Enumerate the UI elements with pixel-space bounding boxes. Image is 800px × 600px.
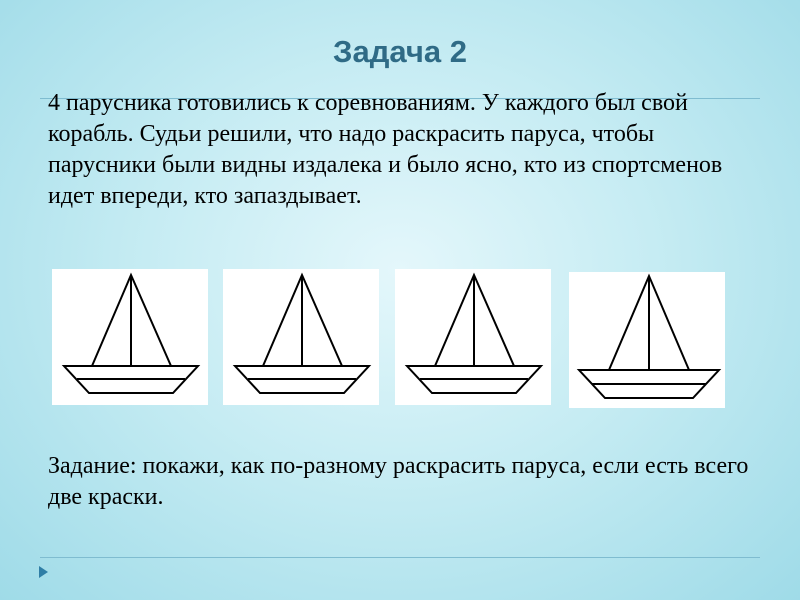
sailboat-4-icon xyxy=(569,272,725,408)
bottom-divider xyxy=(40,557,760,558)
sailboat-2[interactable] xyxy=(223,269,379,405)
sailboat-1-icon xyxy=(52,269,208,405)
sailboat-2-icon xyxy=(223,269,379,405)
problem-text: 4 парусника готовились к соревнованиям. У каждого был свой корабль. Судьи решили, что надо раскрасить паруса, чтобы парусники были видны издалека и было ясно, кто из спортсменов идет впереди, кто запаздывает. xyxy=(48,90,723,209)
sailboat-3-icon xyxy=(395,269,551,405)
sailboat-4[interactable] xyxy=(569,272,725,408)
slide-title: Задача 2 xyxy=(333,34,467,69)
next-slide-arrow-icon[interactable] xyxy=(39,566,48,578)
sailboat-1[interactable] xyxy=(52,269,208,405)
task-text: Задание: покажи, как по-разному раскрасить паруса, если есть всего две краски. xyxy=(48,453,749,510)
sailboat-3[interactable] xyxy=(395,269,551,405)
